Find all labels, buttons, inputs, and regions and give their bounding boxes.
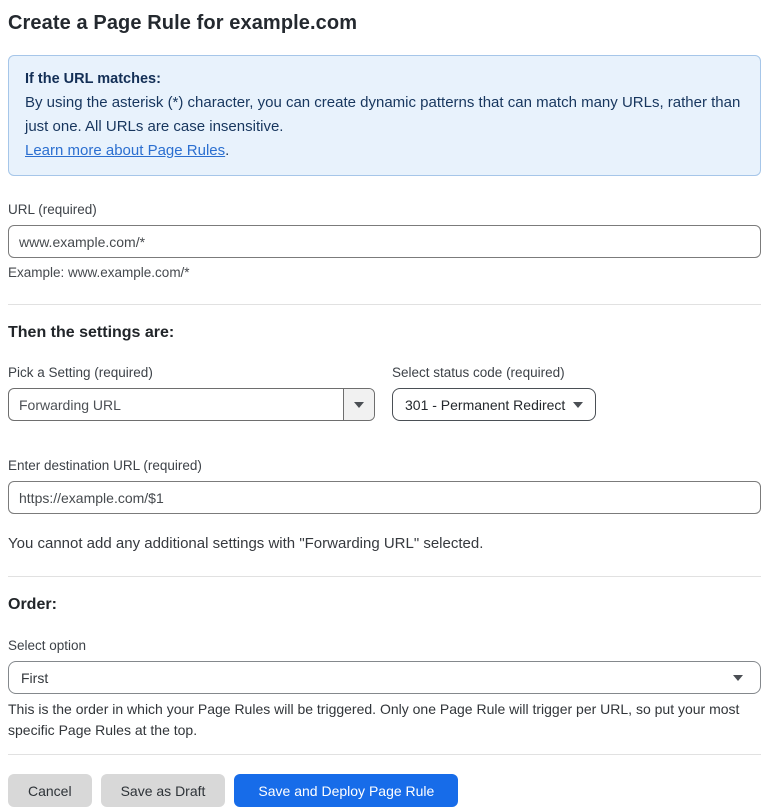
url-match-info-box: [8, 55, 761, 176]
info-box-body: By using the asterisk (*) character, you can create dynamic patterns that can match many URLs, rather than just one. All URLs are case insensitive.: [25, 94, 741, 135]
learn-more-link[interactable]: Learn more about Page Rules: [25, 142, 226, 159]
settings-row: [8, 365, 761, 421]
setting-picker-value: Forwarding URL: [19, 396, 121, 413]
setting-picker-dropdown[interactable]: [8, 388, 375, 421]
divider-before-actions: [8, 754, 761, 755]
page-title: Create a Page Rule for example.com: [8, 12, 358, 34]
link-suffix: .: [225, 142, 230, 159]
chevron-down-icon: [354, 402, 364, 408]
info-box-heading: If the URL matches:: [25, 71, 161, 87]
chevron-down-icon: [733, 675, 743, 681]
settings-section-heading: Then the settings are:: [8, 324, 175, 341]
destination-url-input[interactable]: [8, 481, 761, 514]
setting-picker-column: [8, 365, 375, 421]
destination-url-label: Enter destination URL (required): [8, 458, 202, 473]
divider-after-url: [8, 304, 761, 305]
status-code-value: 301 - Permanent Redirect: [405, 396, 566, 413]
status-code-label: Select status code (required): [392, 365, 565, 380]
forwarding-url-note: You cannot add any additional settings with "Forwarding URL" selected.: [8, 535, 484, 552]
order-section-heading: Order:: [8, 596, 57, 613]
chevron-down-icon: [573, 402, 583, 408]
cancel-button[interactable]: Cancel: [8, 774, 92, 807]
order-dropdown[interactable]: [8, 661, 761, 694]
order-select-label: Select option: [8, 638, 87, 653]
status-code-column: [392, 365, 596, 421]
order-helper-text: This is the order in which your Page Rules will be triggered. Only one Page Rule will trigger per URL, so put your most specific Page Rules at the top.: [8, 701, 740, 738]
save-and-deploy-button[interactable]: Save and Deploy Page Rule: [234, 774, 458, 807]
status-code-dropdown[interactable]: [392, 388, 596, 421]
save-as-draft-button[interactable]: Save as Draft: [101, 774, 226, 807]
action-buttons-row: [8, 774, 761, 807]
url-input[interactable]: [8, 225, 761, 258]
order-dropdown-value: First: [21, 669, 49, 686]
info-box-link-line: [25, 139, 744, 163]
divider-after-settings: [8, 576, 761, 577]
setting-picker-arrow-segment[interactable]: [343, 389, 374, 420]
setting-picker-label: Pick a Setting (required): [8, 365, 153, 380]
url-example-helper: Example: www.example.com/*: [8, 265, 190, 280]
url-field-label: URL (required): [8, 202, 97, 217]
destination-url-block: [8, 458, 761, 514]
